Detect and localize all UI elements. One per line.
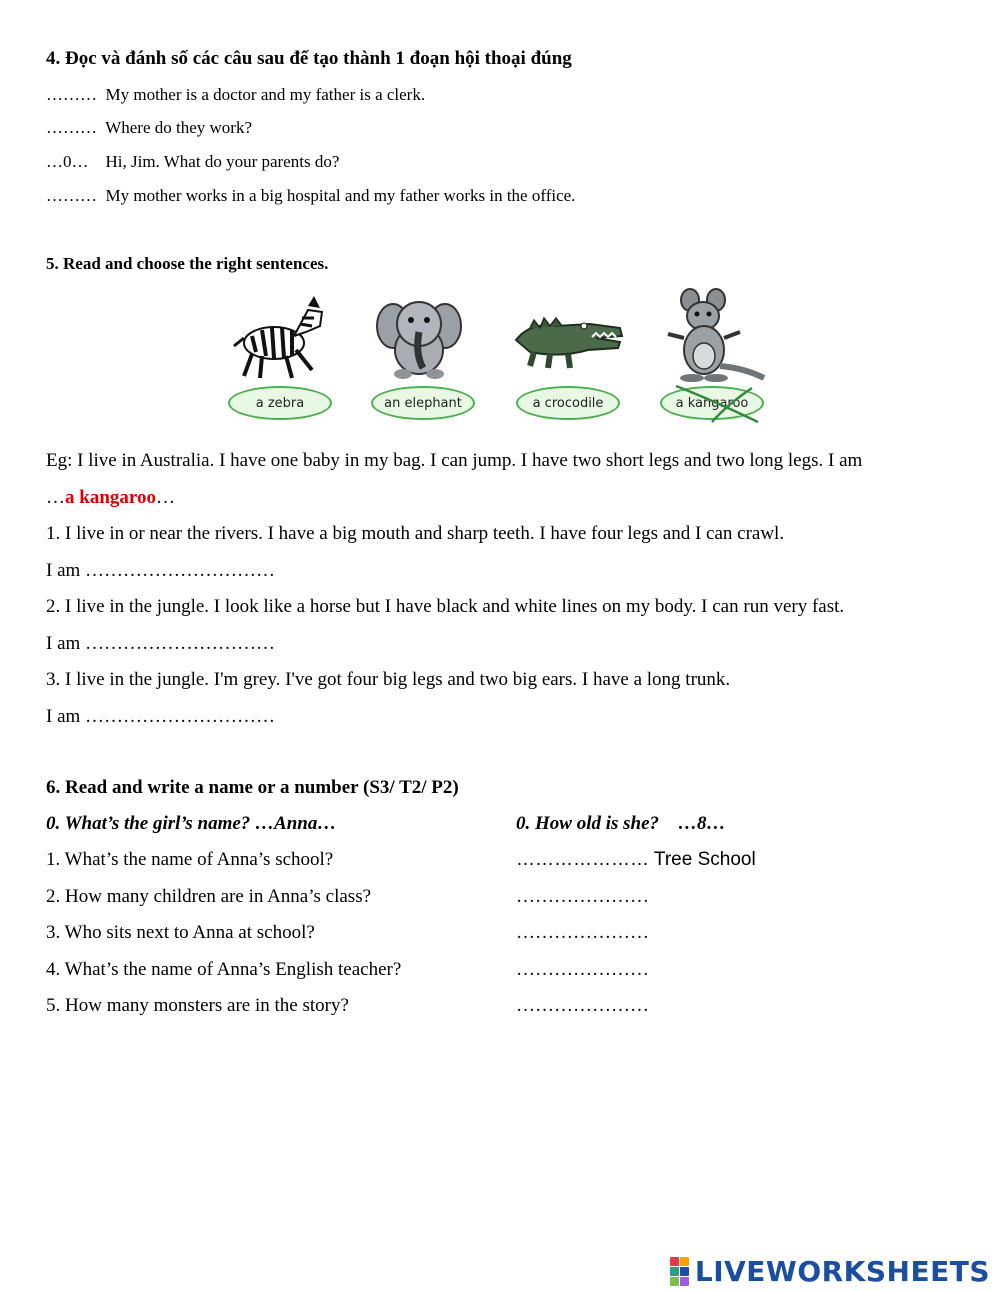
kangaroo-icon — [654, 288, 774, 383]
answer-blank[interactable]: ………………… Tree School — [516, 849, 756, 870]
answer-blank[interactable]: I am ………………………… — [46, 633, 276, 654]
answer-blank[interactable]: I am ………………………… — [46, 560, 276, 581]
animal-label: a crocodile — [516, 386, 620, 420]
dialogue-blank: …0… — [46, 152, 89, 171]
example-ellipsis: … — [155, 487, 175, 508]
logo-text: LIVEWORKSHEETS — [694, 1254, 990, 1288]
cross-out-mark — [672, 382, 762, 426]
answer-blank[interactable]: ………………… — [516, 922, 649, 943]
question-text: 2. How many children are in Anna’s class? — [46, 886, 372, 907]
crocodile-icon — [510, 288, 630, 383]
example-question-right: 0. How old is she? …8… — [516, 813, 726, 834]
example-question-left: 0. What’s the girl’s name? …Anna… — [46, 813, 337, 834]
dialogue-text: My mother works in a big hospital and my father works in the office. — [105, 186, 576, 205]
question-text: 4. What’s the name of Anna’s English teacher? — [46, 959, 402, 980]
example-answer: a kangaroo — [65, 487, 156, 508]
liveworksheets-logo — [670, 1253, 990, 1289]
question-text: 1. I live in or near the rivers. I have a big mouth and sharp teeth. I have four legs and I can crawl. — [46, 523, 785, 544]
section5-heading: 5. Read and choose the right sentences. — [46, 254, 329, 273]
animal-card-crocodile — [510, 288, 640, 428]
question-text: 3. I live in the jungle. I'm grey. I've got four big legs and two big ears. I have a long trunk. — [46, 669, 731, 690]
question-text: 3. Who sits next to Anna at school? — [46, 922, 315, 943]
dialogue-text: Hi, Jim. What do your parents do? — [105, 152, 340, 171]
answer-blank[interactable]: ………………… — [516, 995, 649, 1016]
answer-blank[interactable]: I am ………………………… — [46, 706, 276, 727]
answer-blank[interactable]: ………………… — [516, 959, 649, 980]
dialogue-blank[interactable]: ……… — [46, 118, 97, 137]
zebra-icon — [222, 288, 342, 383]
example-sentence: Eg: I live in Australia. I have one baby in my bag. I can jump. I have two short legs and two long legs. I am — [46, 450, 863, 471]
animal-label: a zebra — [228, 386, 332, 420]
dialogue-line — [46, 85, 425, 105]
dialogue-line — [46, 186, 575, 206]
question-text: 2. I live in the jungle. I look like a horse but I have black and white lines on my body. I can run very fast. — [46, 596, 845, 617]
section6-heading: 6. Read and write a name or a number (S3/ T2/ P2) — [46, 777, 459, 798]
dialogue-text: My mother is a doctor and my father is a clerk. — [105, 85, 426, 104]
animal-label: an elephant — [371, 386, 475, 420]
dialogue-blank[interactable]: ……… — [46, 186, 97, 205]
question-text: 1. What’s the name of Anna’s school? — [46, 849, 334, 870]
question-text: 5. How many monsters are in the story? — [46, 995, 349, 1016]
animal-card-elephant — [365, 288, 495, 428]
animal-card-zebra — [222, 288, 352, 428]
example-ellipsis: … — [46, 487, 65, 508]
section4-heading: 4. Đọc và đánh số các câu sau để tạo thành 1 đoạn hội thoại đúng — [46, 48, 572, 69]
animal-label: a kangaroo — [660, 386, 764, 420]
animal-card-kangaroo — [654, 288, 784, 428]
dialogue-text: Where do they work? — [105, 118, 253, 137]
answer-blank[interactable]: ………………… — [516, 886, 649, 907]
example-answer-line — [46, 487, 175, 509]
animal-pictures — [222, 288, 782, 428]
logo-blocks-icon — [670, 1257, 689, 1286]
dialogue-line — [46, 118, 252, 138]
dialogue-blank[interactable]: ……… — [46, 85, 97, 104]
elephant-icon — [365, 288, 485, 383]
dialogue-line — [46, 152, 339, 172]
